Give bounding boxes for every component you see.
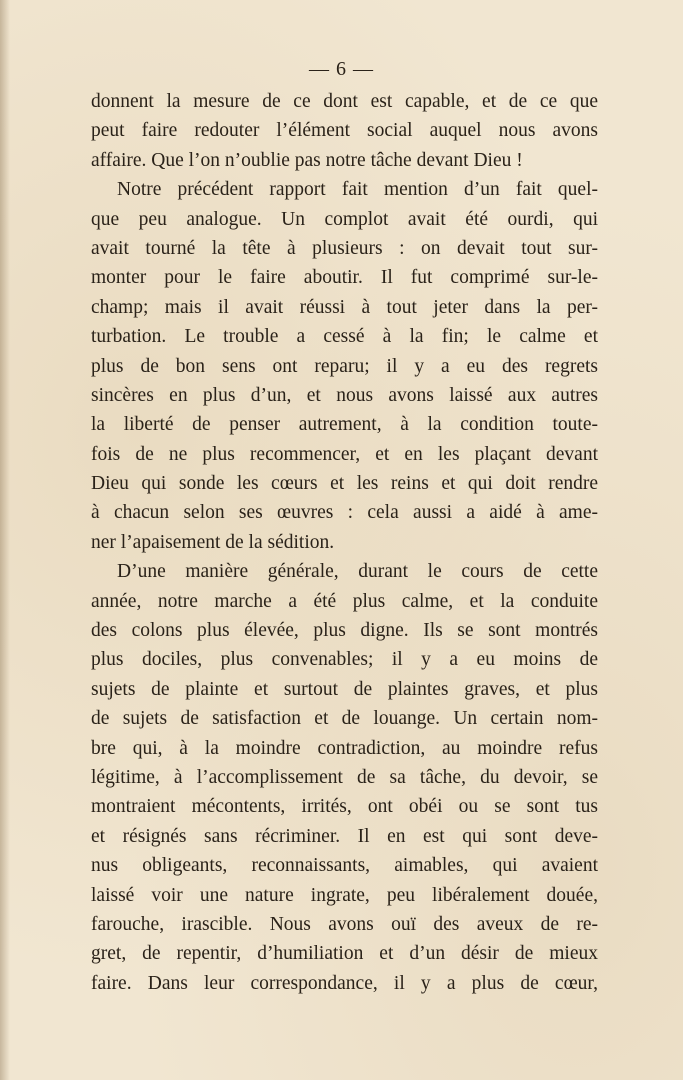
text-line: ner l’apaisement de la sédition. — [91, 531, 335, 553]
text-line: monter pour le faire aboutir. Il fut comprimé sur-le- — [91, 267, 598, 289]
text-line: sujets de plainte et surtout de plaintes graves, et plus — [91, 678, 598, 700]
text-line: avait tourné la tête à plusieurs : on devait tout sur- — [91, 237, 598, 259]
text-line: Dieu qui sonde les cœurs et les reins et qui doit rendre — [91, 473, 598, 495]
text-line: de sujets de satisfaction et de louange. Un certain nom- — [91, 708, 598, 730]
text-line: turbation. Le trouble a cessé à la fin; le calme et — [91, 326, 598, 348]
text-line: gret, de repentir, d’humiliation et d’un désir de mieux — [91, 943, 598, 965]
text-line: faire. Dans leur correspondance, il y a plus de cœur, — [91, 972, 598, 994]
text-line: fois de ne plus recommencer, et en les plaçant devant — [91, 443, 598, 465]
text-line: et résignés sans récriminer. Il en est qui sont deve- — [91, 825, 598, 847]
text-line: champ; mais il avait réussi à tout jeter dans la per- — [91, 296, 598, 318]
text-line: plus dociles, plus convenables; il y a eu moins de — [91, 649, 598, 671]
text-line: montraient mécontents, irrités, ont obéi ou se sont tus — [91, 796, 598, 818]
text-line: à chacun selon ses œuvres : cela aussi a aidé à ame- — [91, 502, 598, 524]
text-line: peut faire redouter l’élément social auquel nous avons — [91, 120, 598, 142]
text-line: farouche, irascible. Nous avons ouï des aveux de re- — [91, 913, 598, 935]
paragraph-start-line: Notre précédent rapport fait mention d’un fait quel- — [117, 179, 598, 201]
text-line: donnent la mesure de ce dont est capable, et de ce que — [91, 91, 598, 112]
paragraph-start-line: D’une manière générale, durant le cours de cette — [117, 561, 598, 583]
text-line: bre qui, à la moindre contradiction, au moindre refus — [91, 737, 598, 759]
text-line: plus de bon sens ont reparu; il y a eu des regrets — [91, 355, 598, 377]
text-line: que peu analogue. Un complot avait été ourdi, qui — [91, 208, 598, 230]
text-line: légitime, à l’accomplissement de sa tâche, du devoir, se — [91, 766, 598, 788]
body-text — [91, 87, 598, 998]
text-line: nus obligeants, reconnaissants, aimables, qui avaient — [91, 855, 598, 877]
page-number: — 6 — — [309, 58, 374, 80]
text-line: année, notre marche a été plus calme, et la conduite — [91, 590, 598, 612]
page-edge-shadow — [0, 0, 10, 1080]
text-line: sincères en plus d’un, et nous avons laissé aux autres — [91, 384, 598, 406]
text-line: affaire. Que l’on n’oublie pas notre tâche devant Dieu ! — [91, 149, 523, 171]
text-line: laissé voir une nature ingrate, peu libéralement douée, — [91, 884, 598, 906]
text-line: la liberté de penser autrement, à la condition toute- — [91, 414, 598, 436]
text-line: des colons plus élevée, plus digne. Ils se sont montrés — [91, 620, 598, 642]
